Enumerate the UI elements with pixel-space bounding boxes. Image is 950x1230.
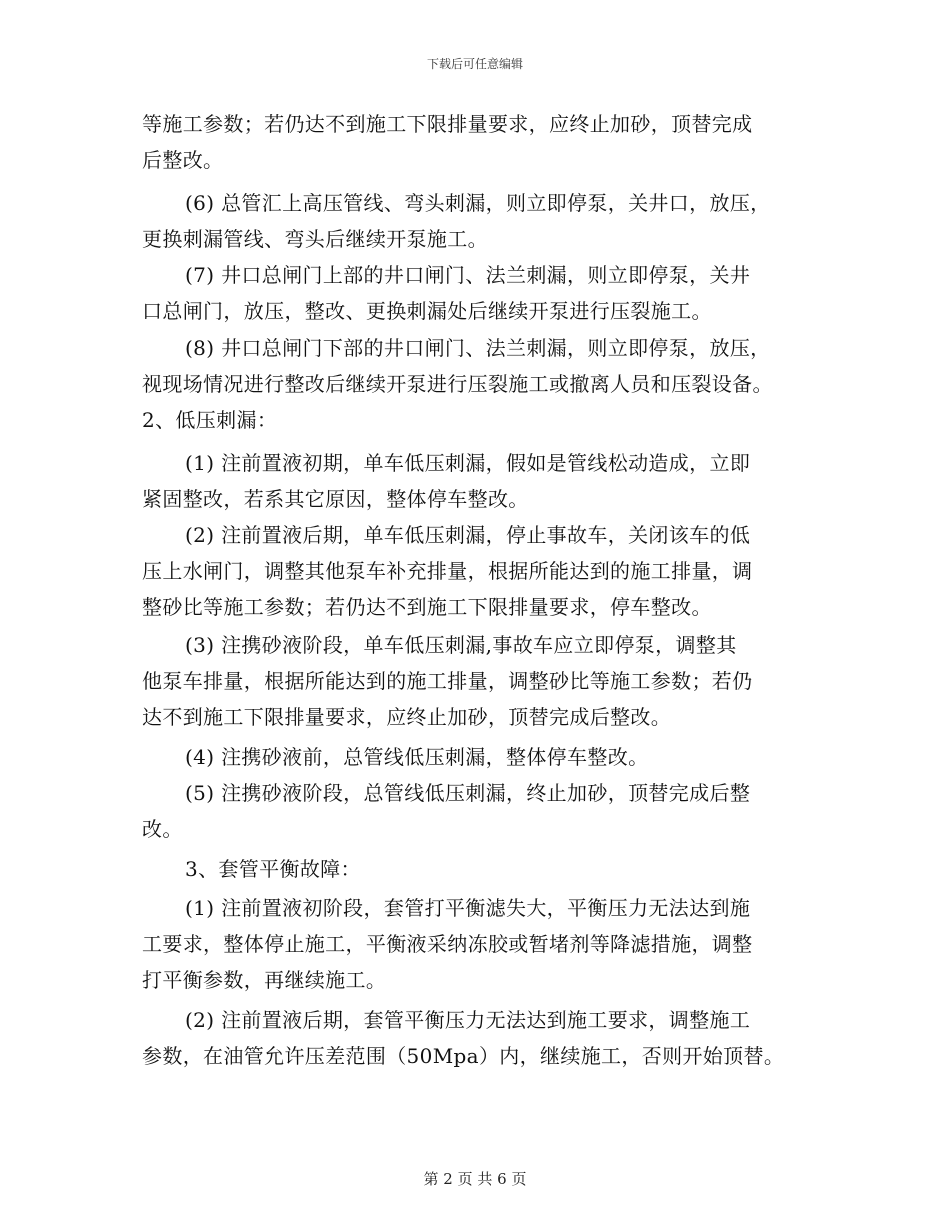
text-line: (1) 注前置液初期，单车低压刺漏，假如是管线松动造成，立即: [185, 451, 751, 475]
text-line: 更换刺漏管线、弯头后继续开泵施工。: [142, 227, 488, 251]
text-line: (4) 注携砂液前，总管线低压刺漏，整体停车整改。: [185, 745, 649, 769]
page-footer: 第 2 页 共 6 页: [423, 1170, 527, 1188]
text-line: 整砂比等施工参数；若仍达不到施工下限排量要求，停车整改。: [142, 595, 712, 619]
section-heading: 2、低压刺漏：: [142, 408, 278, 432]
text-line: (7) 井口总闸门上部的井口闸门、法兰刺漏，则立即停泵，关井: [185, 263, 751, 287]
text-line: (8) 井口总闸门下部的井口闸门、法兰刺漏，则立即停泵，放压，: [185, 336, 771, 360]
text-line: (2) 注前置液后期，单车低压刺漏，停止事故车，关闭该车的低: [185, 523, 751, 547]
text-line: 等施工参数；若仍达不到施工下限排量要求，应终止加砂，顶替完成: [142, 112, 753, 136]
text-line: (6) 总管汇上高压管线、弯头刺漏，则立即停泵，关井口，放压，: [185, 191, 771, 215]
text-line: 打平衡参数，再继续施工。: [142, 968, 387, 992]
text-line: 后整改。: [142, 148, 224, 172]
text-line: (1) 注前置液初阶段，套管打平衡滤失大，平衡压力无法达到施: [185, 896, 751, 920]
text-line: (2) 注前置液后期，套管平衡压力无法达到施工要求，调整施工: [185, 1008, 751, 1032]
text-line: (3) 注携砂液阶段，单车低压刺漏,事故车应立即停泵，调整其: [185, 633, 737, 657]
section-heading: 3、套管平衡故障：: [185, 857, 361, 881]
text-line: 达不到施工下限排量要求，应终止加砂，顶替完成后整改。: [142, 705, 672, 729]
text-line: 改。: [142, 817, 183, 841]
page-header: 下载后可任意编辑: [426, 57, 523, 71]
text-line: 压上水闸门，调整其他泵车补充排量，根据所能达到的施工排量，调: [142, 559, 753, 583]
text-line: 视现场情况进行整改后继续开泵进行压裂施工或撤离人员和压裂设备。: [142, 372, 773, 396]
text-line: 他泵车排量，根据所能达到的施工排量，调整砂比等施工参数；若仍: [142, 669, 753, 693]
text-line: (5) 注携砂液阶段，总管线低压刺漏，终止加砂，顶替完成后整: [185, 781, 751, 805]
text-line: 口总闸门，放压，整改、更换刺漏处后继续开泵进行压裂施工。: [142, 299, 712, 323]
text-line: 工要求，整体停止施工，平衡液采纳冻胶或暂堵剂等降滤措施，调整: [142, 932, 753, 956]
text-line: 紧固整改，若系其它原因，整体停车整改。: [142, 487, 529, 511]
text-line: 参数，在油管允许压差范围（50Mpa）内，继续施工，否则开始顶替。: [142, 1044, 785, 1068]
